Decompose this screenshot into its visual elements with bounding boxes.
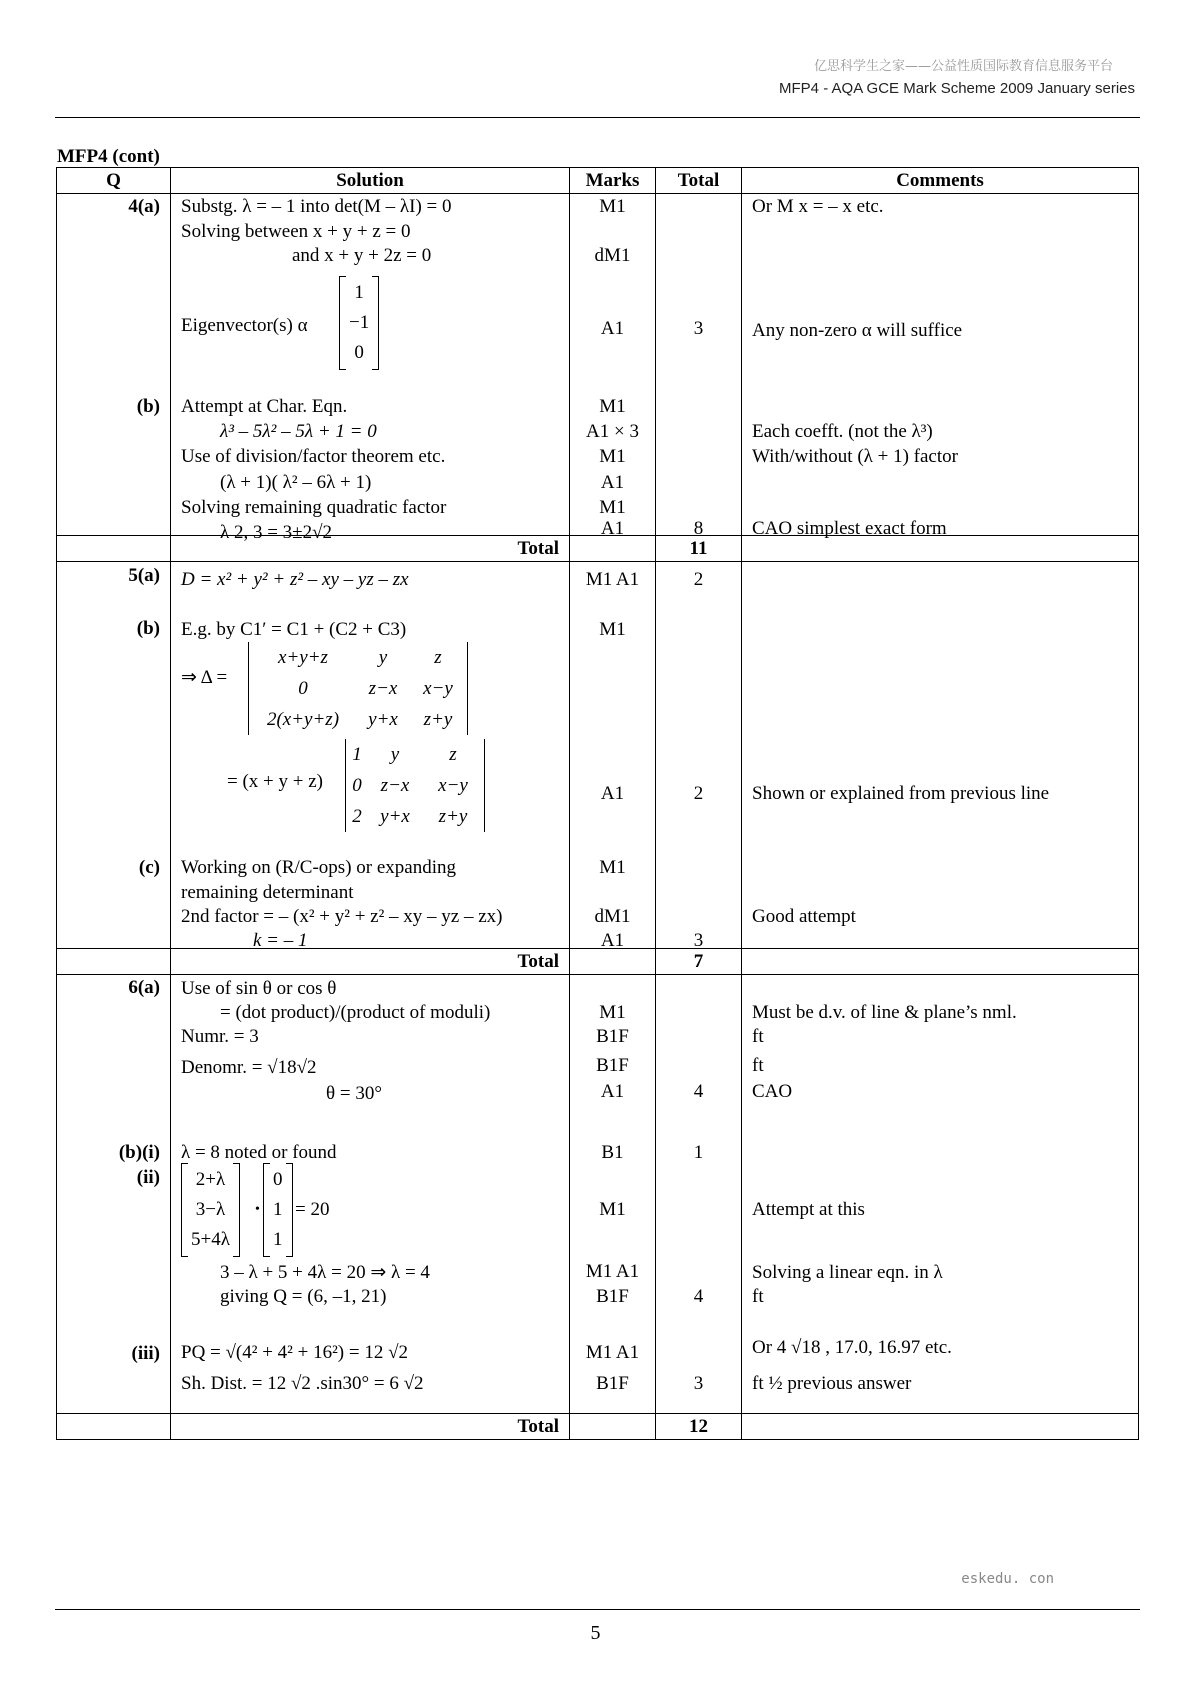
mark: B1F (596, 1055, 629, 1076)
solution-line: Numr. = 3 (181, 1026, 259, 1047)
table-header-row (57, 168, 1139, 194)
det-entry: z (449, 744, 457, 765)
section-title: MFP4 (cont) (57, 146, 160, 167)
q4-marks (570, 194, 656, 539)
q5-total-row (57, 949, 1139, 975)
determinant (248, 642, 468, 735)
det-entry: x+y+z (278, 647, 328, 668)
mark: M1 (599, 497, 626, 518)
comment: ft (752, 1286, 764, 1307)
mark: A1 (600, 783, 625, 804)
footer-rule (55, 1609, 1140, 1610)
mark: B1F (596, 1286, 629, 1307)
det-entry: z+y (423, 709, 453, 730)
q4-block (57, 194, 1139, 536)
mark: A1 (600, 518, 625, 539)
solution-line: = 20 (295, 1199, 330, 1220)
det-entry: z−x (368, 678, 398, 699)
comment: Any non-zero α will suffice (752, 320, 963, 341)
solution-line: and x + y + 2z = 0 (292, 245, 432, 266)
mark: M1 (599, 619, 626, 640)
q-label: 5(a) (128, 565, 160, 586)
col-solution: Solution (171, 168, 570, 194)
q-label: (b)(i) (118, 1142, 160, 1163)
comment: Must be d.v. of line & plane’s nml. (752, 1002, 1017, 1023)
q6-marks (570, 975, 656, 1414)
comment: ft ½ previous answer (752, 1373, 912, 1394)
mark: M1 (599, 396, 626, 417)
det-entry: 0 (298, 678, 308, 699)
site-header: 亿思科学生之家——公益性质国际教育信息服务平台 (813, 59, 1113, 74)
solution-line: Use of division/factor theorem etc. (181, 446, 446, 467)
q-label: (iii) (131, 1343, 160, 1364)
mark: M1 (599, 857, 626, 878)
solution-line: Solving between x + y + z = 0 (181, 221, 411, 242)
q6-solution (171, 975, 570, 1414)
q5-block (57, 562, 1139, 949)
q4-totals (656, 194, 742, 539)
mark: B1F (596, 1373, 629, 1394)
eigenvector-matrix (339, 276, 379, 370)
det-entry: z (434, 647, 442, 668)
mark: M1 (599, 1199, 626, 1220)
mark: M1 A1 (585, 1342, 640, 1363)
solution-line: Solving remaining quadratic factor (181, 497, 447, 518)
page-number: 5 (590, 1622, 601, 1644)
matrix-entry: 1 (354, 282, 364, 303)
q-label: (ii) (136, 1167, 160, 1188)
solution-line: Attempt at Char. Eqn. (181, 396, 348, 417)
vector-entry: 1 (273, 1199, 283, 1220)
det-entry: y+x (380, 806, 410, 827)
determinant (345, 739, 485, 832)
q6-total-row (57, 1414, 1139, 1440)
comment: ft (752, 1026, 764, 1047)
det-entry: 2 (352, 806, 362, 827)
matrix-entry: 0 (354, 342, 364, 363)
det-entry: 0 (352, 775, 362, 796)
total-label: Total (171, 1414, 570, 1440)
mark: M1 (599, 1002, 626, 1023)
q-label: (b) (136, 396, 160, 417)
col-marks: Marks (570, 168, 656, 194)
solution-line: Denomr. = √18√2 (181, 1057, 317, 1078)
subtotal: 1 (693, 1142, 704, 1163)
comment: Solving a linear eqn. in λ (752, 1262, 943, 1283)
q-label: (c) (138, 857, 160, 878)
normal-vector (263, 1163, 293, 1257)
mark: A1 (600, 472, 625, 493)
solution-line: Use of sin θ or cos θ (181, 978, 337, 999)
solution-line: λ 2, 3 = 3±2√2 (220, 522, 333, 543)
watermark: eskedu. con (961, 1571, 1054, 1587)
solution-line: ⇒ Δ = (181, 667, 228, 688)
mark: B1 (601, 1142, 624, 1163)
total-value: 7 (656, 949, 742, 975)
vector-entry: 5+4λ (191, 1229, 230, 1250)
subtotal: 4 (693, 1081, 704, 1102)
solution-line: (λ + 1)( λ² – 6λ + 1) (220, 472, 372, 493)
comment: Attempt at this (752, 1199, 865, 1220)
det-entry: x−y (423, 678, 453, 699)
mark: dM1 (594, 245, 631, 266)
solution-line: 2nd factor = – (x² + y² + z² – xy – yz – zx) (181, 906, 503, 927)
mark-scheme-table (56, 167, 1139, 1440)
mark: M1 (599, 196, 626, 217)
comment: With/without (λ + 1) factor (752, 446, 958, 467)
solution-line: PQ = √(4² + 4² + 16²) = 12 √2 (181, 1342, 408, 1363)
q5-totals (656, 562, 742, 949)
solution-line: = (dot product)/(product of moduli) (220, 1002, 491, 1023)
vector-entry: 0 (273, 1169, 283, 1190)
document-title: MFP4 - AQA GCE Mark Scheme 2009 January series (779, 80, 1135, 97)
q-label: 6(a) (128, 977, 160, 998)
solution-line: Eigenvector(s) α (181, 315, 308, 336)
solution-line: λ = 8 noted or found (181, 1142, 337, 1163)
comment: CAO (752, 1081, 793, 1102)
mark: dM1 (594, 906, 631, 927)
vector-entry: 2+λ (195, 1169, 226, 1190)
q6-labels (57, 975, 171, 1414)
solution-line: = (x + y + z) (227, 771, 323, 792)
position-vector (181, 1163, 240, 1257)
q5-comments (742, 562, 1139, 949)
det-entry: y (390, 744, 400, 765)
mark: M1 (599, 446, 626, 467)
col-comments: Comments (742, 168, 1139, 194)
total-value: 12 (656, 1414, 742, 1440)
q4-comments (742, 194, 1139, 539)
col-total: Total (656, 168, 742, 194)
q6-block (57, 975, 1139, 1414)
subtotal: 2 (693, 783, 704, 804)
mark: A1 (600, 318, 625, 339)
subtotal: 3 (693, 1373, 704, 1394)
subtotal: 8 (693, 518, 704, 539)
subtotal: 3 (693, 318, 704, 339)
det-entry: y+x (368, 709, 398, 730)
solution-line: remaining determinant (181, 882, 354, 903)
solution-line: k = – 1 (253, 930, 308, 951)
comment: ft (752, 1055, 764, 1076)
mark: A1 × 3 (586, 421, 639, 442)
solution-line: θ = 30° (326, 1083, 382, 1104)
q-label: (b) (136, 618, 160, 639)
q6-comments (742, 975, 1139, 1414)
subtotal: 4 (693, 1286, 704, 1307)
comment: Good attempt (752, 906, 856, 927)
mark: A1 (600, 1081, 625, 1102)
det-entry: z−x (380, 775, 410, 796)
mark: A1 (600, 930, 625, 951)
header-rule (55, 117, 1140, 118)
q6-totals (656, 975, 742, 1414)
mark: M1 A1 (585, 1261, 640, 1282)
q4-solution (171, 194, 570, 543)
subtotal: 2 (693, 569, 704, 590)
q5-labels (57, 562, 171, 949)
solution-line: D = x² + y² + z² – xy – yz – zx (181, 569, 409, 590)
total-label: Total (171, 949, 570, 975)
det-entry: x−y (438, 775, 468, 796)
q4-labels (57, 194, 171, 536)
subtotal: 3 (693, 930, 704, 951)
q5-solution (171, 562, 570, 949)
solution-line: Substg. λ = – 1 into det(M – λI) = 0 (181, 196, 452, 217)
total-label: Total (171, 536, 570, 562)
vector-entry: 3−λ (195, 1199, 226, 1220)
total-value: 11 (656, 536, 742, 562)
dot-operator: • (255, 1202, 260, 1217)
matrix-entry: −1 (349, 312, 370, 333)
solution-line: E.g. by C1′ = C1 + (C2 + C3) (181, 619, 407, 640)
q5-marks (570, 562, 656, 949)
det-entry: 2(x+y+z) (266, 709, 340, 730)
comment: CAO simplest exact form (752, 518, 947, 539)
q-label: 4(a) (128, 196, 160, 217)
comment: Shown or explained from previous line (752, 783, 1050, 804)
det-entry: z+y (438, 806, 468, 827)
solution-line: λ³ – 5λ² – 5λ + 1 = 0 (220, 421, 377, 442)
solution-line: 3 – λ + 5 + 4λ = 20 ⇒ λ = 4 (220, 1262, 430, 1283)
comment: Each coefft. (not the λ³) (752, 421, 933, 442)
det-entry: 1 (352, 744, 362, 765)
col-q: Q (57, 168, 171, 194)
mark: B1F (596, 1026, 629, 1047)
vector-entry: 1 (273, 1229, 283, 1250)
comment: Or M x = – x etc. (752, 196, 884, 217)
comment: Or 4 √18 , 17.0, 16.97 etc. (752, 1337, 952, 1358)
solution-line: Working on (R/C-ops) or expanding (181, 857, 456, 878)
det-entry: y (378, 647, 388, 668)
solution-line: giving Q = (6, –1, 21) (220, 1286, 387, 1307)
mark: M1 A1 (585, 569, 640, 590)
solution-line: Sh. Dist. = 12 √2 .sin30° = 6 √2 (181, 1373, 424, 1394)
